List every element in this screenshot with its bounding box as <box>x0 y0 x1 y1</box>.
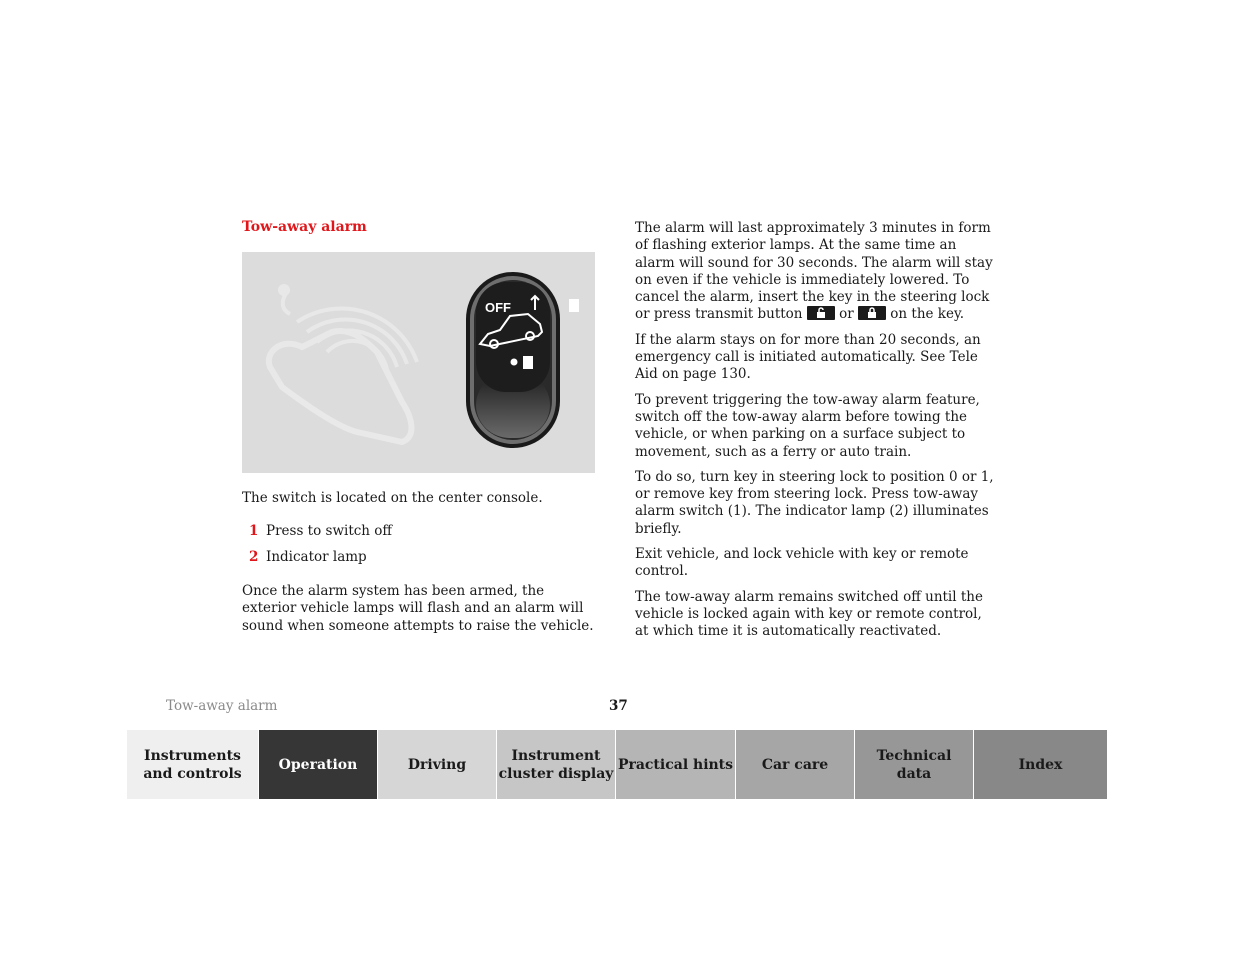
callout-marker-1 <box>569 299 579 312</box>
nav-tab-index[interactable] <box>974 730 1108 799</box>
right-column <box>635 220 995 649</box>
nav-tab-operation[interactable] <box>259 730 378 799</box>
alarm-switch-illustration <box>242 252 595 473</box>
faded-car-graphic <box>269 286 417 442</box>
nav-tab-label: Car care <box>761 756 829 773</box>
indicator-lamp-dot <box>511 359 518 366</box>
legend-item-2 <box>249 549 367 565</box>
legend-number: 1 <box>249 523 259 539</box>
legend-item-1 <box>249 523 392 539</box>
alarm-duration-paragraph <box>635 220 995 324</box>
switch-off-label: OFF <box>485 300 511 315</box>
paragraph-text: The alarm will last approximately 3 minutes in form of flashing exterior lamps. At the same time an alarm will sound for 30 seconds. The alarm will stay on even if the vehicle is immediately lowered. To cancel the alarm, insert the key in the steering lock or press transmit button <box>635 220 993 323</box>
nav-tab-label: Instrument cluster display <box>498 747 614 782</box>
nav-tab-instrument-cluster-display[interactable] <box>497 730 616 799</box>
callout-marker-2 <box>523 356 533 369</box>
nav-tab-practical-hints[interactable] <box>616 730 736 799</box>
nav-tab-label: Operation <box>278 756 358 773</box>
armed-alarm-paragraph: Once the alarm system has been armed, the exterior vehicle lamps will flash and an alarm will sound when someone attempts to raise the vehicle. <box>242 583 594 634</box>
legend-text: Indicator lamp <box>266 549 367 565</box>
page-number: 37 <box>609 698 628 714</box>
alarm-switch-figure <box>242 252 595 473</box>
switch-location-text: The switch is located on the center console. <box>242 490 543 506</box>
legend-text: Press to switch off <box>266 523 393 539</box>
nav-tab-label: Practical hints <box>617 756 734 773</box>
nav-tab-label: Driving <box>407 756 467 773</box>
legend-number: 2 <box>249 549 259 565</box>
chapter-navigation <box>127 730 1108 799</box>
exit-vehicle-paragraph: Exit vehicle, and lock vehicle with key or remote control. <box>635 546 969 580</box>
footer-section-label: Tow-away alarm <box>166 698 278 714</box>
nav-tab-driving[interactable] <box>378 730 497 799</box>
unlock-button-icon <box>807 306 835 320</box>
paragraph-text: on the key. <box>890 306 965 323</box>
nav-tab-label: Technical data <box>876 747 952 782</box>
paragraph-text: or <box>839 306 854 323</box>
reactivation-paragraph: The tow-away alarm remains switched off until the vehicle is locked again with key or remote control, at which time it is automatically reactivated. <box>635 588 983 640</box>
section-title: Tow-away alarm <box>242 219 367 235</box>
nav-tab-car-care[interactable] <box>736 730 855 799</box>
emergency-call-paragraph: If the alarm stays on for more than 20 seconds, an emergency call is initiated automatically. See Tele Aid on page 130. <box>635 331 981 383</box>
nav-tab-label: Instruments and controls <box>143 747 242 782</box>
nav-tab-label: Index <box>1018 756 1063 773</box>
nav-tab-instruments-and-controls[interactable] <box>127 730 259 799</box>
nav-tab-technical-data[interactable] <box>855 730 974 799</box>
lock-button-icon <box>858 306 886 320</box>
prevent-trigger-paragraph: To prevent triggering the tow-away alarm feature, switch off the tow-away alarm before towing the vehicle, or when parking on a surface subject to movement, such as a ferry or auto train. <box>635 391 980 460</box>
switch-off-steps-paragraph: To do so, turn key in steering lock to position 0 or 1, or remove key from steering lock. Press tow-away alarm switch (1). The indicator lamp (2) illuminates briefly. <box>635 468 994 537</box>
